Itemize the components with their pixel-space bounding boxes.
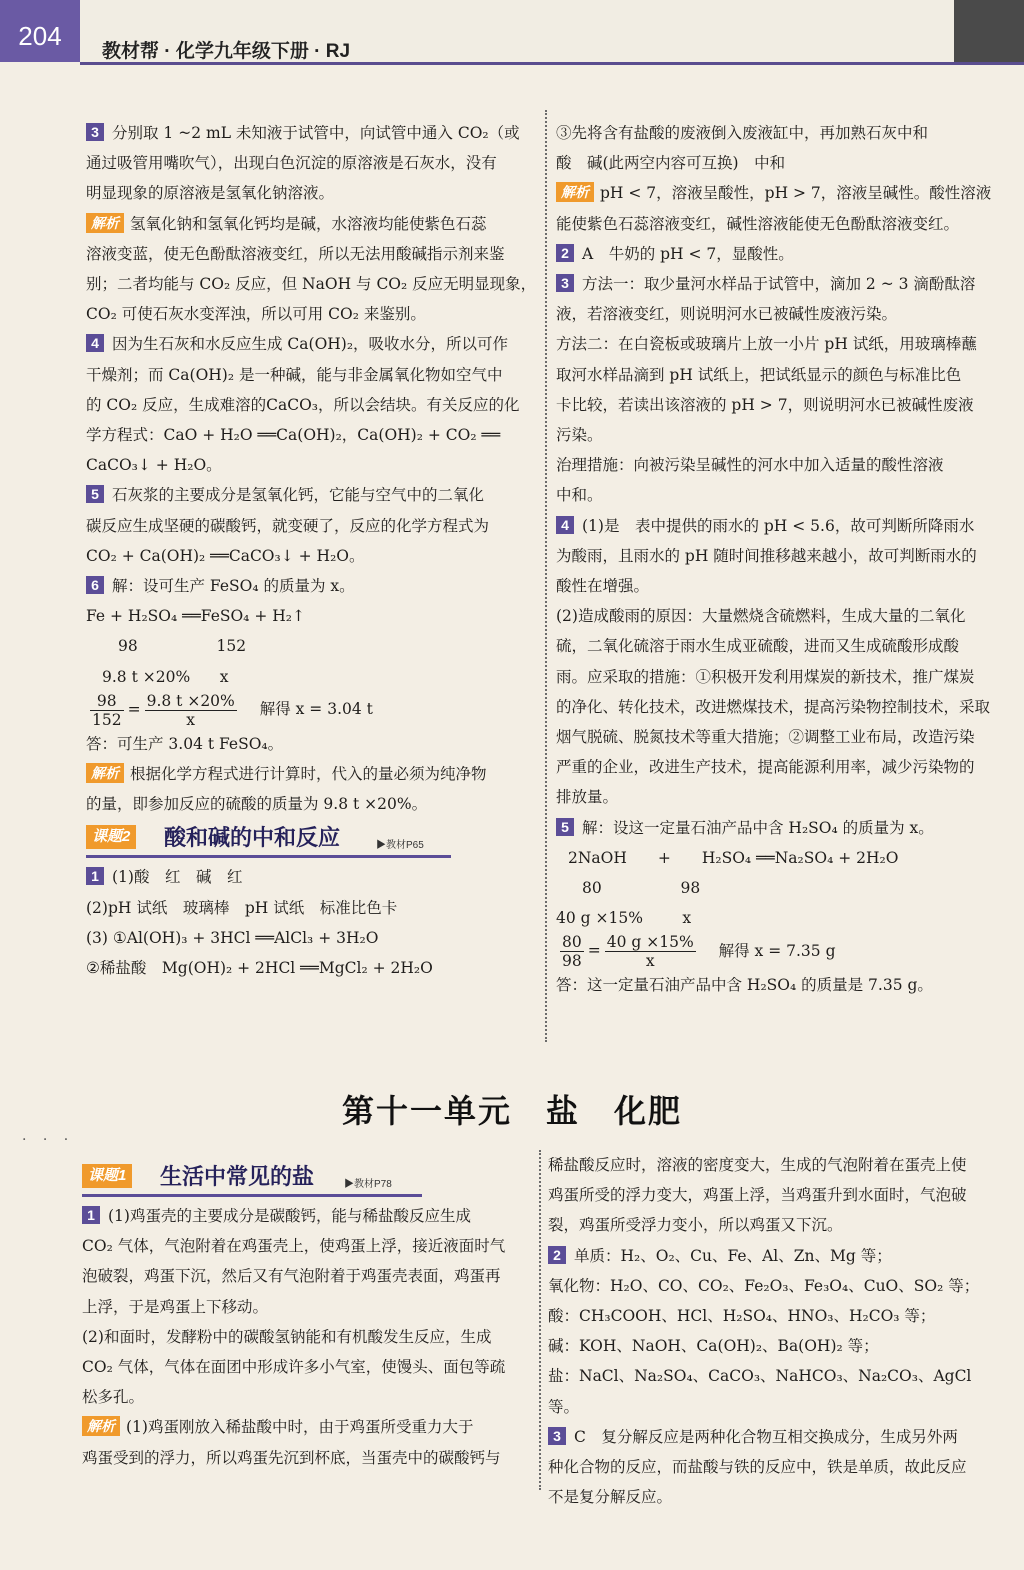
solve-text: 解得 x = 3.04 t <box>259 700 373 719</box>
question-number: 3 <box>86 123 104 141</box>
analysis-tag: 解析 <box>82 1416 120 1436</box>
s2-q1-block: 1 (1)酸 红 碱 红 (2)pH 试纸 玻璃棒 pH 试纸 标准比色卡 (3) ①Al(OH)₃ + 3HCl ══AlCl₃ + 3H₂O ②稀盐酸 Mg(OH)₂ + 2HCl ══MgCl₂ + 2H₂O <box>86 868 433 978</box>
q3-analysis: 解析 氢氧化钠和氢氧化钙均是碱，水溶液均能使紫色石蕊 溶液变蓝，使无色酚酞溶液变红，所以无法用酸碱指示剂来鉴 别；二者均能与 CO₂ 反应，但 NaOH 与 CO₂ 反应无明显现象， CO₂ 可使石灰水变浑浊，所以可用 CO₂ 来鉴别。 <box>86 214 537 324</box>
q2-block: 2 A 牛奶的 pH < 7，显酸性。 <box>556 239 1002 269</box>
chem-equation: 2NaOH + H₂SO₄ ══Na₂SO₄ + 2H₂O <box>568 848 899 867</box>
column-divider-bottom <box>539 1150 541 1490</box>
q3-block: 3 方法一：取少量河水样品于试管中，滴加 2 ~ 3 滴酚酞溶 液，若溶液变红，则说明河水已被碱性废液污染。 方法二：在白瓷板或玻璃片上放一小片 pH 试纸，用玻璃棒蘸 取河水样品滴到 pH 试纸上，把试纸显示的颜色与标准比色 卡比较，若读出该溶液的 pH > 7，则说明河水已被碱性废液 污染。 治理措施：向被污染呈碱性的河水中加入适量的酸性溶液 中和。 <box>556 275 977 505</box>
column-divider <box>545 110 547 1042</box>
textbook-ref: ▶教材P78 <box>344 1179 392 1190</box>
q6-block: 6 解：设可生产 FeSO₄ 的质量为 x。 Fe + H₂SO₄ ══FeSO₄ + H₂↑ 98 152 9.8 t ×20% x $\frac{98}{152}$ = $\frac{9.8 t \times 20\%}{x}$ 解得 x = 3.04 t 答：可生产 3.04 t FeSO₄。 <box>86 577 373 753</box>
continued-text: ③先将含有盐酸的废液倒入废液缸中，再加熟石灰中和 酸 碱(此两空内容可互换) 中和 <box>556 124 929 173</box>
left-column-top <box>86 118 538 983</box>
question-number: 4 <box>86 334 104 352</box>
page-number: 204 <box>0 0 80 62</box>
fraction-left: $\frac{80}{98}$ <box>562 933 582 971</box>
given-row: 9.8 t ×20% x <box>102 667 229 686</box>
analysis-block: 解析 (1)鸡蛋刚放入稀盐酸中时，由于鸡蛋所受重力大于 鸡蛋受到的浮力，所以鸡蛋先沉到杯底，当蛋壳中的碳酸钙与 <box>82 1418 501 1467</box>
analysis-tag: 解析 <box>86 763 124 783</box>
fraction-right: $\frac{9.8 t \times 20\%}{x}$ <box>146 691 235 729</box>
fraction-right: $\frac{40 g \times 15\%}{x}$ <box>606 933 694 971</box>
analysis-block: 解析 pH < 7，溶液呈酸性，pH > 7，溶液呈碱性。酸性溶液 能使紫色石蕊溶液变红，碱性溶液能使无色酚酞溶液变红。 <box>556 184 992 233</box>
right-column-bottom <box>548 1150 1000 1512</box>
q3-block: 3 C 复分解反应是两种化合物互相交换成分，生成另外两 种化合物的反应，而盐酸与铁的反应中，铁是单质，故此反应 不是复分解反应。 <box>548 1427 967 1507</box>
q4-block: 4 (1)是 表中提供的雨水的 pH < 5.6，故可判断所降雨水 为酸雨，且雨水的 pH 随时间推移越来越小，故可判断雨水的 酸性在增强。 (2)造成酸雨的原因：大量燃烧含硫燃料，生成大量的二氧化 硫，二氧化硫溶于雨水生成亚硫酸，进而又生成硫酸形成酸 雨。应采取的措施：①积极开发利用煤炭的新技术，推广煤炭 的净化、转化技术，改进燃煤技术，提高污染物控制技术，采取 烟气脱硫、脱氮技术等重大措施；②调整工业布局，改造污染 严重的企业，改进生产技术，提高能源利用率，减少污染物的 排放量。 <box>556 516 991 807</box>
unit-title: 第十一单元 盐 化肥 <box>341 1093 682 1129</box>
question-number: 2 <box>548 1246 566 1264</box>
q2-block: 2 单质：H₂、O₂、Cu、Fe、Al、Zn、Mg 等； 氧化物：H₂O、CO、CO₂、Fe₂O₃、Fe₃O₄、CuO、SO₂ 等； 酸：CH₃COOH、HCl、H₂SO₄、HNO₃、H₂CO₃ 等； 碱：KOH、NaOH、Ca(OH)₂、Ba(OH)₂ 等； 盐：NaCl、Na₂SO₄、CaCO₃、NaHCO₃、Na₂CO₃、AgCl 等。 <box>548 1246 980 1416</box>
continued-text: 稀盐酸反应时，溶液的密度变大，生成的气泡附着在蛋壳上使 鸡蛋所受的浮力变大，鸡蛋上浮，当鸡蛋升到水面时，气泡破 裂，鸡蛋所受浮力变小，所以鸡蛋又下沉。 <box>548 1156 967 1235</box>
question-number: 3 <box>548 1427 566 1445</box>
q6-analysis: 解析 根据化学方程式进行计算时，代入的量必须为纯净物 的量，即参加反应的硫酸的质量为 9.8 t ×20%。 <box>86 765 487 814</box>
question-number: 6 <box>86 576 104 594</box>
analysis-tag: 解析 <box>86 213 124 233</box>
question-number: 3 <box>556 274 574 292</box>
question-number: 5 <box>86 485 104 503</box>
analysis-tag: 解析 <box>556 182 594 202</box>
mass-row: 98 152 <box>118 637 247 656</box>
decorative-dots: · · · <box>22 1132 75 1148</box>
section-heading <box>82 1160 422 1197</box>
q4-block: 4 因为生石灰和水反应生成 Ca(OH)₂，吸收水分，所以可作 干燥剂；而 Ca(OH)₂ 是一种碱，能与非金属氧化物如空气中 的 CO₂ 反应，生成难溶的CaCO₃，所以会结块。有关反应的化 学方程式：CaO + H₂O ══Ca(OH)₂，Ca(OH)₂ + CO₂ ══ CaCO₃↓ + H₂O。 <box>86 335 520 475</box>
section-heading <box>86 821 451 858</box>
header-corner <box>954 0 1024 62</box>
q5-block: 5 石灰浆的主要成分是氢氧化钙，它能与空气中的二氧化 碳反应生成坚硬的碳酸钙，就变硬了，反应的化学方程式为 CO₂ + Ca(OH)₂ ══CaCO₃↓ + H₂O。 <box>86 486 490 565</box>
fraction-left: $\frac{98}{152}$ <box>92 691 122 729</box>
book-title: 教材帮 · 化学九年级下册 · RJ <box>102 41 351 62</box>
question-number: 1 <box>82 1206 100 1224</box>
left-column-bottom <box>82 1158 530 1473</box>
question-number: 5 <box>556 818 574 836</box>
section-badge: 课题2 <box>86 825 136 849</box>
q1-block: 1 (1)鸡蛋壳的主要成分是碳酸钙，能与稀盐酸反应生成 CO₂ 气体，气泡附着在鸡蛋壳上，使鸡蛋上浮，接近液面时气 泡破裂，鸡蛋下沉，然后又有气泡附着于鸡蛋壳表面，鸡蛋再 上浮，于是鸡蛋上下移动。 (2)和面时，发酵粉中的碳酸氢钠能和有机酸发生反应，生成 CO₂ 气体，气体在面团中形成许多小气室，使馒头、面包等疏 松多孔。 <box>82 1207 506 1407</box>
q3-block: 3 分别取 1 ~2 mL 未知液于试管中，向试管中通入 CO₂（或 通过吸管用嘴吹气），出现白色沉淀的原溶液是石灰水，没有 明显现象的原溶液是氢氧化钠溶液。 <box>86 124 520 203</box>
section-title: 生活中常见的盐 <box>160 1164 315 1189</box>
right-column-top <box>556 118 1002 1001</box>
question-number: 4 <box>556 516 574 534</box>
chem-equation: Fe + H₂SO₄ ══FeSO₄ + H₂↑ <box>86 607 305 626</box>
section-badge: 课题1 <box>82 1164 132 1188</box>
given-row: 40 g ×15% x <box>556 909 692 928</box>
question-number: 1 <box>86 867 104 885</box>
q5-block: 5 解：设这一定量石油产品中含 H₂SO₄ 的质量为 x。 2NaOH + H₂SO₄ ══Na₂SO₄ + 2H₂O 80 98 40 g ×15% x $\frac{80}{98}$ = $\frac{40 g \times 15\%}{x}$ 解得 x = 7.35 g 答：这一定量石油产品中含 H₂SO₄ 的质量是 7.35 g。 <box>556 818 934 995</box>
answer-text: 答：这一定量石油产品中含 H₂SO₄ 的质量是 7.35 g。 <box>556 976 933 995</box>
page-header <box>0 0 1024 62</box>
solve-text: 解得 x = 7.35 g <box>718 941 836 960</box>
answer-text: 答：可生产 3.04 t FeSO₄。 <box>86 734 284 753</box>
mass-row: 80 98 <box>582 879 701 898</box>
textbook-ref: ▶教材P65 <box>376 840 424 852</box>
section-title: 酸和碱的中和反应 <box>164 825 341 851</box>
question-number: 2 <box>556 244 574 262</box>
